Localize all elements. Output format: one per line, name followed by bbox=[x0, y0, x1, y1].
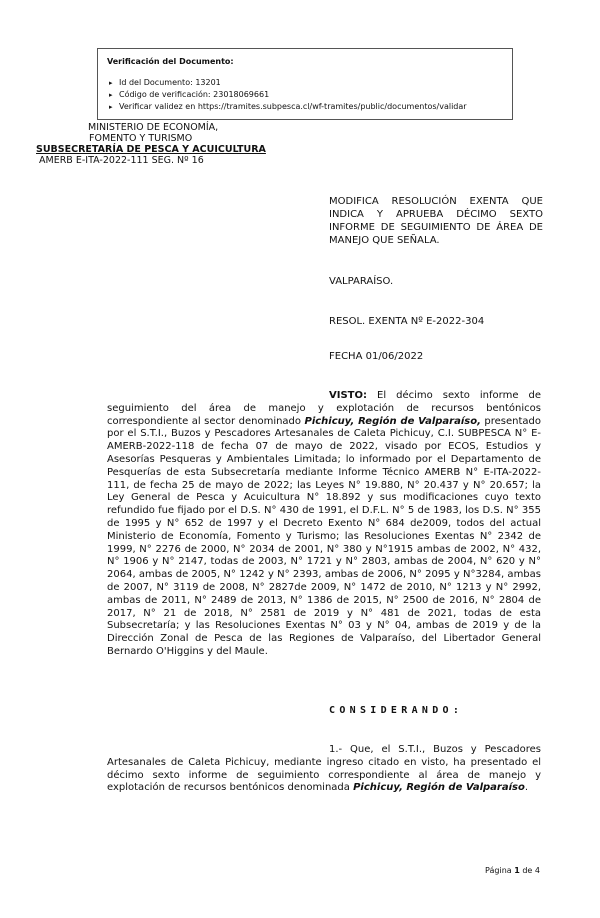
subsecretaria-name: SUBSECRETARÍA DE PESCA Y ACUICULTURA bbox=[36, 144, 266, 155]
ministry-header bbox=[36, 122, 286, 166]
visto-area-name: Pichicuy, Región de Valparaíso, bbox=[304, 415, 481, 427]
document-id: ▸ Id del Documento: 13201 bbox=[109, 77, 504, 89]
verification-list bbox=[107, 77, 504, 113]
considerando-1-paragraph bbox=[107, 744, 541, 795]
verification-box bbox=[97, 48, 513, 120]
visto-section bbox=[107, 390, 541, 659]
considerando-1-text-2: . bbox=[524, 782, 529, 794]
ministry-line-1: MINISTERIO DE ECONOMÍA, bbox=[88, 122, 219, 133]
page-current: 1 bbox=[514, 866, 520, 875]
resolution-number: RESOL. EXENTA Nº E-2022-304 bbox=[329, 316, 485, 327]
considerando-heading: CONSIDERANDO: bbox=[329, 705, 464, 716]
verification-url[interactable]: ▸ Verificar validez en https://tramites.subpesca.cl/wf-tramites/public/documentos/validar bbox=[109, 101, 504, 113]
reference-number: AMERB E-ITA-2022-111 SEG. Nº 16 bbox=[39, 155, 204, 166]
considerando-1 bbox=[107, 744, 541, 795]
resolution-date: FECHA 01/06/2022 bbox=[329, 351, 424, 362]
city-line: VALPARAÍSO. bbox=[329, 276, 394, 287]
visto-label: VISTO: bbox=[329, 390, 367, 401]
considerando-1-text-1: 1.- Que, el S.T.I., Buzos y Pescadores Artesanales de Caleta Pichicuy, mediante ingreso citado en visto, ha presentado el décimo sexto informe de seguimiento correspondiente al área de manejo y explotación de recursos bentónicos denominada bbox=[107, 744, 541, 794]
page-suffix: de 4 bbox=[519, 866, 540, 875]
page-footer bbox=[485, 866, 540, 875]
visto-paragraph bbox=[107, 390, 541, 659]
visto-text-2: presentado por el S.T.I., Buzos y Pescadores Artesanales de Caleta Pichicuy, C.I. SUBPESCA N° E-AMERB-2022-118 de fecha 07 de mayo de 2022, visado por ECOS, Estudios y Asesorías Pesqueras y Ambientales Limitada; lo informado por el Departamento de Pesquerías de esta Subsecretaría mediante Informe Técnico AMERB N° E-ITA-2022-111, de fecha 25 de mayo de 2022; las Leyes N° 19.880, N° 20.437 y N° 20.657; la Ley General de Pesca y Acuicultura N° 18.892 y sus modificaciones cuyo texto refundido fue fijado por el D.S. N° 430 de 1991, el D.F.L. N° 5 de 1983, los D.S. N° 355 de 1995 y N° 652 de 1997 y el Decreto Exento N° 684 de2009, todos del actual Ministerio de Economía, Fomento y Turismo; las Resoluciones Exentas N° 2342 de 1999, N° 2276 de 2000, N° 2034 de 2001, N° 380 y N°1915 ambas de 2002, N° 432, N° 1906 y N° 2147, todas de 2003, N° 1721 y N° 2803, ambas de 2004, N° 620 y N° 2064, ambas de 2005, N° 1242 y N° 2393, ambas de 2006, N° 2095 y N°3284, ambas de 2007, N° 3119 de 2008, N° 2827de 2009, N° 1472 de 2010, N° 1213 y N° 2992, ambas de 2011, N° 2489 de 2013, N° 1386 de 2015, N° 2500 de 2016, N° 2804 de 2017, N° 21 de 2018, N° 2581 de 2019 y N° 481 de 2021, todas de esta Subsecretaría; y las Resoluciones Exentas N° 03 y N° 04, ambas de 2019 y de la Dirección Zonal de Pesca de las Regiones de Valparaíso, del Libertador General Bernardo O'Higgins y del Maule. bbox=[107, 415, 541, 657]
considerando-1-area-name: Pichicuy, Región de Valparaíso bbox=[353, 782, 525, 794]
page-prefix: Página bbox=[485, 866, 515, 875]
verification-title: Verificación del Documento: bbox=[107, 57, 234, 66]
resolution-title: MODIFICA RESOLUCIÓN EXENTA QUE INDICA Y APRUEBA DÉCIMO SEXTO INFORME DE SEGUIMIENTO DE ÁREA DE MANEJO QUE SEÑALA. bbox=[329, 196, 543, 246]
ministry-line-2: FOMENTO Y TURISMO bbox=[89, 133, 193, 144]
verification-code: ▸ Código de verificación: 23018069661 bbox=[109, 89, 504, 101]
visto-text-1: El décimo sexto informe de seguimiento del área de manejo y explotación de recursos bentónicos correspondiente al sector denominado bbox=[107, 390, 541, 427]
